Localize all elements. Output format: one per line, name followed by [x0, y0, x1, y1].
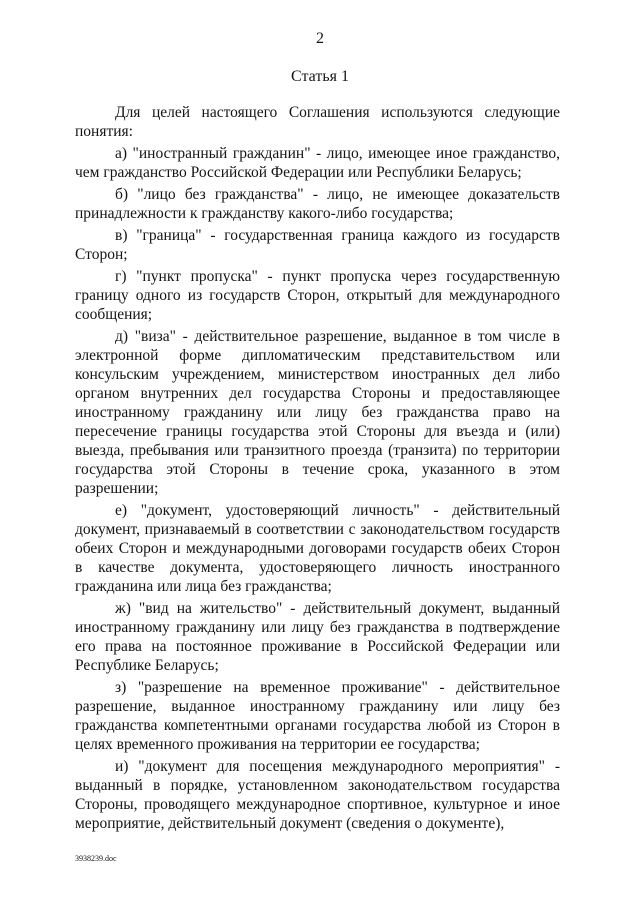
definition-item-a: а) "иностранный гражданин" - лицо, имеющее иное гражданство, чем гражданство Российской Федерации или Республики Беларусь; — [75, 145, 560, 181]
definition-item-b: б) "лицо без гражданства" - лицо, не имеющее доказательств принадлежности к гражданству какого-либо государства; — [75, 186, 560, 222]
definition-item-d: д) "виза" - действительное разрешение, выданное в том числе в электронной форме дипломатическим представительством или консульским учреждением, министерством иностранных дел либо органом внутренних дел государства Стороны и предоставляющее иностранному гражданину или лицу без гражданства право на пересечение границы государства этой Стороны для въезда и (или) выезда, пребывания или транзитного проезда (транзита) по территории государства этой Стороны в течение срока, указанного в этом разрешении; — [75, 328, 560, 497]
definition-item-v: в) "граница" - государственная граница каждого из государств Сторон; — [75, 227, 560, 263]
document-body — [75, 103, 560, 836]
article-title: Статья 1 — [291, 68, 349, 85]
definition-item-i: и) "документ для посещения международного мероприятия" - выданный в порядке, установленном законодательством государства Стороны, проводящего международное спортивное, культурное и иное мероприятие, действительный документ (сведения о документе), — [75, 758, 560, 832]
page-number: 2 — [316, 30, 324, 47]
definition-item-g: г) "пункт пропуска" - пункт пропуска через государственную границу одного из государств Сторон, открытый для международного сообщения; — [75, 268, 560, 323]
definition-item-z: з) "разрешение на временное проживание" - действительное разрешение, выданное иностранному гражданину или лицу без гражданства компетентными органами государства любой из Сторон в целях временного проживания на территории ее государства; — [75, 679, 560, 753]
intro-paragraph: Для целей настоящего Соглашения используются следующие понятия: — [75, 104, 560, 140]
footer-doc-code: 3938239.doc — [75, 854, 117, 863]
definition-item-zh: ж) "вид на жительство" - действительный документ, выданный иностранному гражданину или лицу без гражданства в подтверждение его права на постоянное проживание в Российской Федерации или Республике Беларусь; — [75, 600, 560, 674]
definition-item-e: е) "документ, удостоверяющий личность" - действительный документ, признаваемый в соответствии с законодательством государств обеих Сторон и международными договорами государств обеих Сторон в качестве документа, удостоверяющего личность иностранного гражданина или лица без гражданства; — [75, 502, 560, 595]
